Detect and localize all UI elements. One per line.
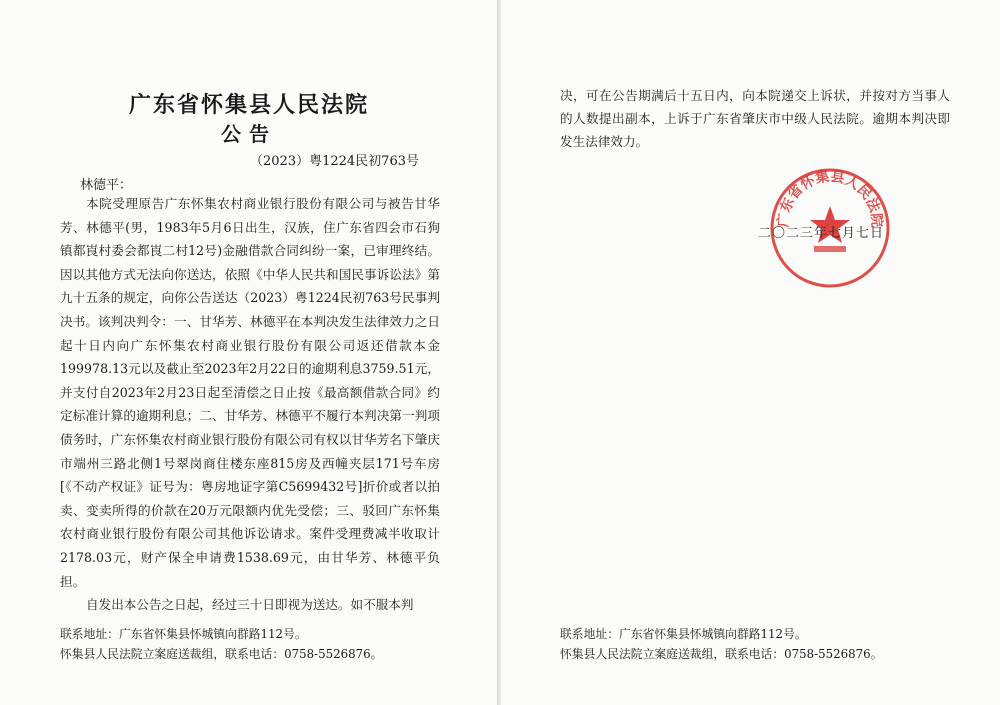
notice-paragraph-2: 自发出本公告之日起，经过三十日即视为送达。如不服本判 xyxy=(86,597,414,613)
case-number: （2023）粤1224民初763号 xyxy=(250,154,419,169)
addressee: 林德平： xyxy=(80,178,133,193)
left-footer xyxy=(60,624,383,664)
contact-phone-right: 怀集县人民法院立案庭送裁组，联系电话：0758-5526876。 xyxy=(560,647,883,661)
document-title: 广东省怀集县人民法院 xyxy=(128,92,369,118)
contact-address-right: 联系地址：广东省怀集县怀城镇向群路112号。 xyxy=(560,627,807,641)
seal-emblem-band xyxy=(814,246,846,252)
contact-phone: 怀集县人民法院立案庭送裁组，联系电话：0758-5526876。 xyxy=(60,647,383,661)
contact-address: 联系地址：广东省怀集县怀城镇向群路112号。 xyxy=(60,627,307,641)
notice-continuation: 决，可在公告期满后十五日内，向本院递交上诉状，并按对方当事人的人数提出副本，上诉于广东省肇庆市中级人民法院。逾期本判决即发生法律效力。 xyxy=(560,88,950,149)
notice-paragraph-1: 本院受理原告广东怀集农村商业银行股份有限公司与被告甘华芳、林德平(男，1983年5月6日出生，汉族，住广东省四会市石狗镇都崀村委会都崀二村12号)金融借款合同纠纷一案，已审理终结。因以其他方式无法向你送达，依照《中华人民共和国民事诉讼法》第九十五条的规定，向你公告送达（2023）粤1224民初763号民事判决书。该判决判令：一、甘华芳、林德平在本判决发生法律效力之日起十日内向广东怀集农村商业银行股份有限公司返还借款本金199978.13元以及截止至2023年2月22日的逾期利息3759.51元，并支付自2023年2月23日起至清偿之日止按《最高额借款合同》约定标准计算的逾期利息；二、甘华芳、林德平不履行本判决第一判项债务时，广东怀集农村商业银行股份有限公司有权以甘华芳名下肇庆市端州三路北侧1号翠岗商住楼东座815房及西幢夹层171号车房[《不动产权证》证号为：粤房地证字第C5699432号]折价或者以拍卖、变卖所得的价款在20万元限额内优先受偿；三、驳回广东怀集农村商业银行股份有限公司其他诉讼请求。案件受理费减半收取计2178.03元，财产保全申请费1538.69元，由甘华芳、林德平负担。 xyxy=(60,196,440,589)
issue-date: 二〇二三年七月七日 xyxy=(758,226,885,241)
notice-body xyxy=(60,192,440,617)
right-footer xyxy=(560,624,883,664)
seal-text: 广东省怀集县人民法院 xyxy=(775,168,885,228)
document-subtitle: 公告 xyxy=(221,122,277,146)
